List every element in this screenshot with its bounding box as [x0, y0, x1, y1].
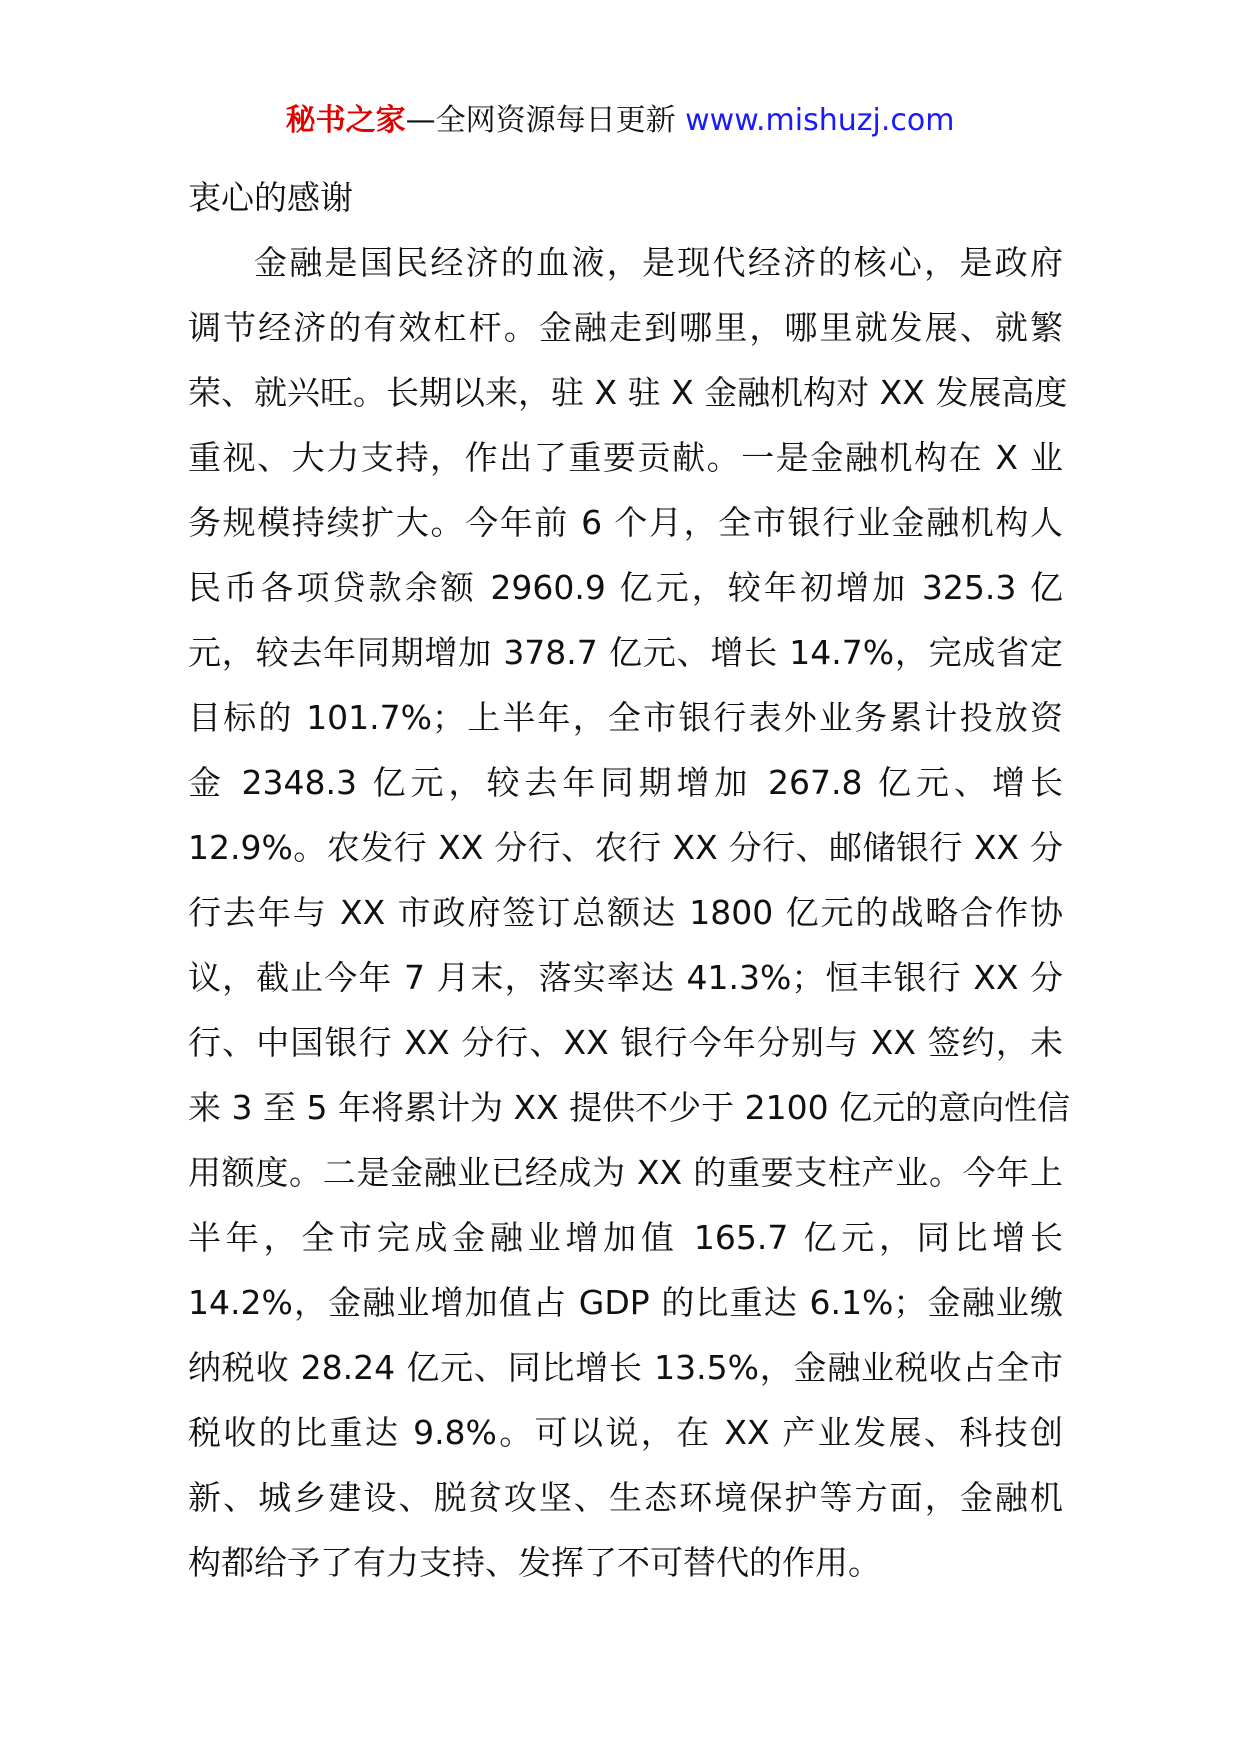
text-line: 元，较去年同期增加 378.7 亿元、增长 14.7%，完成省定 — [188, 633, 1063, 672]
site-brand: 秘书之家 — [285, 103, 406, 138]
text-line: 税收的比重达 9.8%。可以说，在 XX 产业发展、科技创 — [188, 1413, 1063, 1452]
text-line: 来 3 至 5 年将累计为 XX 提供不少于 2100 亿元的意向性信 — [188, 1088, 1071, 1127]
text-line: 衷心的感谢 — [188, 178, 353, 217]
paragraph-last-line: 构都给予了有力支持、发挥了不可替代的作用。 — [188, 1543, 881, 1582]
text-line: 目标的 101.7%；上半年，全市银行表外业务累计投放资 — [188, 698, 1063, 737]
text-line: 行、中国银行 XX 分行、XX 银行今年分别与 XX 签约，未 — [188, 1023, 1063, 1062]
text-line: 新、城乡建设、脱贫攻坚、生态环境保护等方面，金融机 — [188, 1478, 1063, 1517]
text-line: 用额度。二是金融业已经成为 XX 的重要支柱产业。今年上 — [188, 1153, 1063, 1192]
text-line: 半年，全市完成金融业增加值 165.7 亿元，同比增长 — [188, 1218, 1063, 1257]
text-line: 12.9%。农发行 XX 分行、农行 XX 分行、邮储银行 XX 分 — [188, 828, 1063, 867]
text-line: 荣、就兴旺。长期以来，驻 X 驻 X 金融机构对 XX 发展高度 — [188, 373, 1068, 412]
paragraph-first-line: 金融是国民经济的血液，是现代经济的核心，是政府 — [254, 243, 1063, 282]
document-body — [188, 165, 1071, 1595]
site-slogan: —全网资源每日更新 — [405, 103, 676, 138]
text-line: 民币各项贷款余额 2960.9 亿元，较年初增加 325.3 亿 — [188, 568, 1063, 607]
site-url-link[interactable]: www.mishuzj.com — [685, 103, 955, 138]
text-line: 纳税收 28.24 亿元、同比增长 13.5%，金融业税收占全市 — [188, 1348, 1063, 1387]
text-line: 重视、大力支持，作出了重要贡献。一是金融机构在 X 业 — [188, 438, 1063, 477]
text-line: 务规模持续扩大。今年前 6 个月，全市银行业金融机构人 — [188, 503, 1063, 542]
site-header — [0, 100, 1240, 142]
text-line: 14.2%，金融业增加值占 GDP 的比重达 6.1%；金融业缴 — [188, 1283, 1063, 1322]
text-line: 调节经济的有效杠杆。金融走到哪里，哪里就发展、就繁 — [188, 308, 1063, 347]
text-line: 议，截止今年 7 月末，落实率达 41.3%；恒丰银行 XX 分 — [188, 958, 1063, 997]
text-line: 行去年与 XX 市政府签订总额达 1800 亿元的战略合作协 — [188, 893, 1063, 932]
text-line: 金 2348.3 亿元，较去年同期增加 267.8 亿元、增长 — [188, 763, 1063, 802]
